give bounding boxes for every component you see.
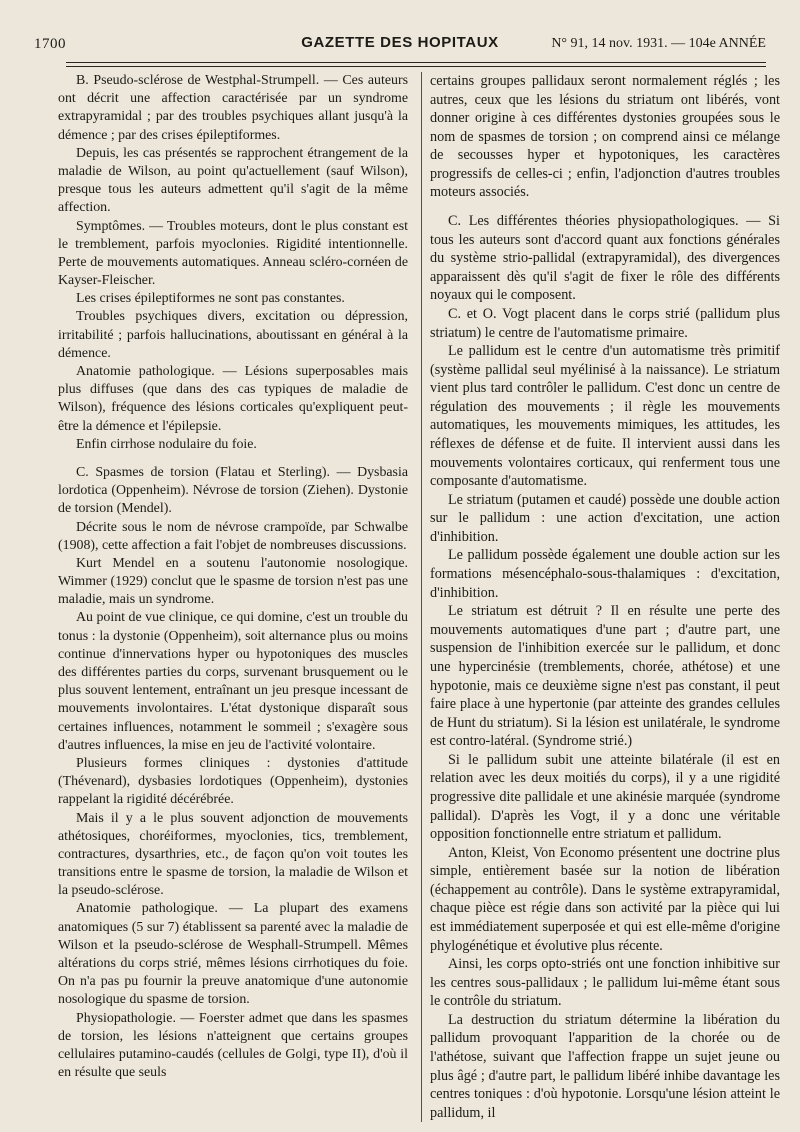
paragraph: Le striatum (putamen et caudé) possède une double action sur le pallidum : une action d'excitation, une action d'inhibition. <box>430 491 780 545</box>
right-column <box>430 72 780 1122</box>
paragraph: Si le pallidum subit une atteinte bilatérale (il est en relation avec les deux moitiés du corps), il y a une rigidité progressive dite pallidale et une akinésie marquée (syndrome pallidal). D'après les Vogt, il y a donc une véritable opposition fonctionnelle entre striatum et pallidum. <box>430 751 780 843</box>
paragraph: La destruction du striatum détermine la libération du pallidum provoquant l'apparition de la chorée ou de l'athétose, suivant que l'affection frappe un sujet jeune ou plus âgé ; d'autre part, le pallidum libéré inhibe davantage les centres toniques : d'où hypotonie. Lorsqu'une lésion atteint le pallidum, il <box>430 1011 780 1121</box>
paragraph: Le pallidum est le centre d'un automatisme très primitif (système pallidal seul myélinisé à la naissance). Le striatum vient plus tard contrôler le pallidum. C'est donc un centre de régulation des mouvements ; il règle les mouvements automatiques, les mouvements mimiques, les attitudes, les réflexes de défense et de fuite. Il intervient aussi dans les mouvements volontaires corticaux, qui renferment tous une composante d'automatisme. <box>430 343 780 490</box>
paragraph: Le pallidum possède également une double action sur les formations mésencéphalo-sous-thalamiques : d'excitation, d'inhibition. <box>430 547 780 601</box>
paragraph: B. Pseudo-sclérose de Westphal-Strumpell. — Ces auteurs ont décrit une affection caractérisée par un syndrome extrapyramidal ; par des troubles psychiques allant jusqu'à la démence ; par des crises épileptiformes. <box>58 73 408 143</box>
paragraph: Au point de vue clinique, ce qui domine, c'est un trouble du tonus : la dystonie (Oppenheim), soit alternance plus ou moins continue d'innervations hyper ou hypotoniques des muscles des différentes parties du corps, survenant brusquement ou le plus souvent lentement, entraînant un jeu presque incessant de mouvements involontaires. L'état dystonique disparaît sous certaines influences, notamment le sommeil ; s'exagère sous d'autres influences, la mise en jeu de l'activité volontaire. <box>58 610 408 753</box>
paragraph: Anatomie pathologique. — Lésions superposables mais plus diffuses (que dans des cas typiques de maladie de Wilson), fréquence des lésions corticales qu'expliquent peut-être la démence et l'épilepsie. <box>58 364 408 434</box>
page-number: 1700 <box>34 36 66 52</box>
paragraph: certains groupes pallidaux seront normalement réglés ; les autres, ceux que les lésions du striatum ont libérés, vont donner origine à ces différentes dystonies groupées sous le nom de spasmes de torsion ; on comprend ainsi ce mélange de secousses hyper et hypotoniques, les caractères progressifs de celles-ci ; enfin, l'adjonction d'autres troubles moteurs associés. <box>430 73 780 201</box>
paragraph: Les crises épileptiformes ne sont pas constantes. <box>76 291 345 307</box>
paragraph: Décrite sous le nom de névrose crampoïde, par Schwalbe (1908), cette affection a fait l'objet de nombreuses discussions. <box>58 519 408 553</box>
section-heading-paragraph: C. Spasmes de torsion (Flatau et Sterling). — Dysbasia lordotica (Oppenheim). Névrose de torsion (Ziehen). Dystonie de torsion (Mendel). <box>58 464 408 517</box>
header-rule-bottom <box>66 66 766 67</box>
paragraph: Mais il y a le plus souvent adjonction de mouvements athétosiques, choréiformes, myoclonies, tics, tremblement, contractures, dysarthries, etc., de façon qu'on voit toutes les transitions entre le spasme de torsion, la maladie de Wilson et la pseudo-sclérose. <box>58 810 408 899</box>
paragraph: Troubles psychiques divers, excitation ou dépression, irritabilité ; parfois hallucinations, aboutissant en général à la démence. <box>58 309 408 361</box>
page-header <box>34 34 766 54</box>
paragraph: Le striatum est détruit ? Il en résulte une perte des mouvements automatiques d'une part ; d'autre part, une suspension de l'inhibition exercée sur le pallidum, et donc une hypercinésie (tremblements, chorée, athétose) et une hypotonie, mais ce deuxième signe n'est pas constant, il peut faire place à une hypertonie (par atteinte des grandes cellules de Hunt du striatum). Si la lésion est unilatérale, le syndrome est contro-latéral. (Syndrome strié.) <box>430 603 780 750</box>
paragraph: Physiopathologie. — Foerster admet que dans les spasmes de torsion, les lésions n'atteignent que certains groupes cellulaires putamino-caudés (cellules de Golgi, type II), d'où il en résulte que seuls <box>58 1010 408 1081</box>
paragraph: Kurt Mendel en a soutenu l'autonomie nosologique. Wimmer (1929) conclut que le spasme de torsion n'est pas une maladie, mais un syndrome. <box>58 555 408 608</box>
paragraph: Plusieurs formes cliniques : dystonies d'attitude (Thévenard), dysbasies lordotiques (Oppenheim), dystonies rappelant la rigidité décérébrée. <box>58 755 408 808</box>
column-divider <box>421 72 422 1122</box>
paragraph: Anatomie pathologique. — La plupart des examens anatomiques (5 sur 7) établissent sa parenté avec la maladie de Wilson et la pseudo-sclérose de Wesphall-Strumpell. Mêmes altérations du corps strié, mêmes lésions cirrhotiques du foie. On n'a pas pu fournir la preuve anatomique d'une autonomie nosologique du spasme de torsion. <box>58 901 408 1008</box>
paragraph: Anton, Kleist, Von Economo présentent une doctrine plus simple, entièrement basée sur la notion de libération (échappement au contrôle). Dans le système extrapyramidal, chaque pièce est régie dans son activité par la pièce qui lui est immédiatement superposée et qui est elle-même d'origine phylogénétique et évolutive plus récente. <box>430 844 780 954</box>
left-column <box>58 72 408 1082</box>
paragraph: Symptômes. — Troubles moteurs, dont le plus constant est le tremblement, parfois myoclonies. Rigidité intentionnelle. Perte de mouvements automatiques. Anneau scléro-cornéen de Kayser-Fleischer. <box>58 218 408 289</box>
paragraph: Depuis, les cas présentés se rapprochent étrangement de la maladie de Wilson, au point qu'actuellement (sauf Wilson), presque tous les auteurs admettent qu'il s'agit de la même affection. <box>58 145 408 216</box>
section-heading-paragraph: C. Les différentes théories physiopathologiques. — Si tous les auteurs sont d'accord quant aux fonctions générales du système strio-pallidal (extrapyramidal), des divergences apparaissent dès qu'il s'agit de fixer le rôle des différents noyaux qui le composent. <box>430 213 780 304</box>
issue-info: N° 91, 14 nov. 1931. — 104e ANNÉE <box>551 36 766 51</box>
paragraph: Ainsi, les corps opto-striés ont une fonction inhibitive sur les centres sous-pallidaux ; le pallidum lui-même étant sous le contrôle du striatum. <box>430 956 780 1010</box>
header-rule-top <box>66 62 766 63</box>
paragraph: C. et O. Vogt placent dans le corps strié (pallidum plus striatum) le centre de l'automatisme primaire. <box>430 305 780 341</box>
journal-title: GAZETTE DES HOPITAUX <box>301 34 499 51</box>
paragraph: Enfin cirrhose nodulaire du foie. <box>76 436 257 452</box>
